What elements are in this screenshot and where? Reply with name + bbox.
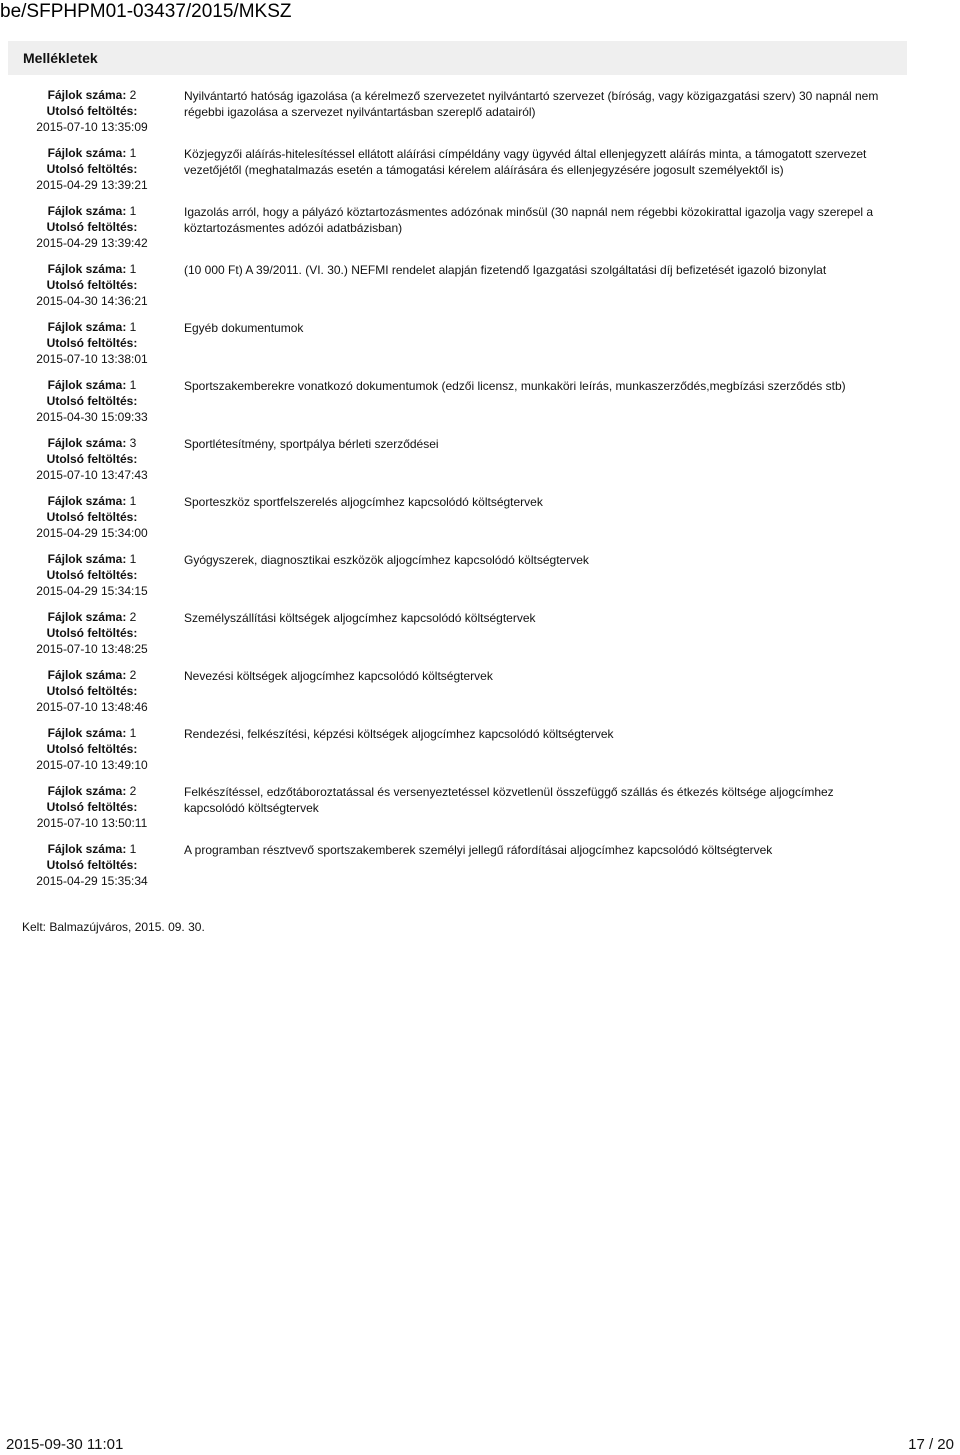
last-upload-label: Utolsó feltöltés: bbox=[46, 220, 138, 234]
attachment-meta bbox=[0, 377, 184, 425]
last-upload-date: 2015-04-29 15:34:15 bbox=[36, 584, 148, 598]
attachment-row bbox=[0, 608, 960, 666]
last-upload-date: 2015-07-10 13:35:09 bbox=[36, 120, 148, 134]
file-count: 3 bbox=[129, 436, 137, 450]
attachment-meta bbox=[0, 203, 184, 251]
attachments-list bbox=[0, 86, 960, 898]
file-count: 1 bbox=[129, 204, 137, 218]
attachment-description: Sporteszköz sportfelszerelés aljogcímhez kapcsolódó költségtervek bbox=[184, 495, 543, 509]
file-count: 2 bbox=[129, 88, 137, 102]
file-count-label: Fájlok száma: bbox=[47, 378, 127, 392]
last-upload-date: 2015-07-10 13:48:25 bbox=[36, 642, 148, 656]
attachment-meta bbox=[0, 145, 184, 193]
file-count-label: Fájlok száma: bbox=[47, 494, 127, 508]
file-count: 1 bbox=[129, 262, 137, 276]
attachment-description: A programban résztvevő sportszakemberek személyi jellegű ráfordításai aljogcímhez kapcsolódó költségtervek bbox=[184, 843, 773, 857]
last-upload-date: 2015-07-10 13:50:11 bbox=[36, 816, 148, 830]
file-count-label: Fájlok száma: bbox=[47, 320, 127, 334]
file-count-label: Fájlok száma: bbox=[47, 552, 127, 566]
file-count-label: Fájlok száma: bbox=[47, 88, 127, 102]
attachment-row bbox=[0, 492, 960, 550]
file-count: 1 bbox=[129, 726, 137, 740]
last-upload-label: Utolsó feltöltés: bbox=[46, 452, 138, 466]
last-upload-label: Utolsó feltöltés: bbox=[46, 800, 138, 814]
file-count-label: Fájlok száma: bbox=[47, 668, 127, 682]
last-upload-date: 2015-04-29 13:39:21 bbox=[36, 178, 148, 192]
attachment-row bbox=[0, 782, 960, 840]
attachment-row bbox=[0, 376, 960, 434]
last-upload-label: Utolsó feltöltés: bbox=[46, 336, 138, 350]
file-count: 1 bbox=[129, 146, 137, 160]
last-upload-date: 2015-07-10 13:38:01 bbox=[36, 352, 148, 366]
attachment-meta bbox=[0, 725, 184, 773]
file-count: 2 bbox=[129, 668, 137, 682]
file-count-label: Fájlok száma: bbox=[47, 726, 127, 740]
attachment-row bbox=[0, 260, 960, 318]
attachment-meta bbox=[0, 551, 184, 599]
last-upload-label: Utolsó feltöltés: bbox=[46, 626, 138, 640]
attachment-description: Sportszakemberekre vonatkozó dokumentumok (edzői licensz, munkaköri leírás, munkaszerződés,megbízási szerződés stb) bbox=[184, 379, 846, 393]
attachment-row bbox=[0, 434, 960, 492]
attachment-row bbox=[0, 202, 960, 260]
attachment-description: Nyilvántartó hatóság igazolása (a kérelmező szervezetet nyilvántartó szervezet (bíróság, vagy közigazgatási szerv) 30 napnál nem régebbi igazolása a szervezet nyilvántartásban szereplő adatairól) bbox=[184, 89, 879, 119]
attachment-row bbox=[0, 318, 960, 376]
attachment-row bbox=[0, 724, 960, 782]
attachment-description: Egyéb dokumentumok bbox=[184, 321, 304, 335]
footer-timestamp: 2015-09-30 11:01 bbox=[6, 1436, 124, 1453]
attachment-row bbox=[0, 840, 960, 898]
last-upload-label: Utolsó feltöltés: bbox=[46, 684, 138, 698]
attachment-description: Nevezési költségek aljogcímhez kapcsolódó költségtervek bbox=[184, 669, 493, 683]
attachment-description: (10 000 Ft) A 39/2011. (VI. 30.) NEFMI rendelet alapján fizetendő Igazgatási szolgáltatási díj befizetését igazoló bizonylat bbox=[184, 263, 827, 277]
attachment-description: Gyógyszerek, diagnosztikai eszközök aljogcímhez kapcsolódó költségtervek bbox=[184, 553, 589, 567]
file-count: 1 bbox=[129, 842, 137, 856]
last-upload-date: 2015-07-10 13:48:46 bbox=[36, 700, 148, 714]
file-count: 1 bbox=[129, 494, 137, 508]
attachment-description: Rendezési, felkészítési, képzési költségek aljogcímhez kapcsolódó költségtervek bbox=[184, 727, 614, 741]
attachment-meta bbox=[0, 435, 184, 483]
section-header: Mellékletek bbox=[8, 41, 907, 75]
attachment-row bbox=[0, 86, 960, 144]
last-upload-date: 2015-04-30 15:09:33 bbox=[36, 410, 148, 424]
page-number: 17 / 20 bbox=[908, 1436, 954, 1453]
file-count-label: Fájlok száma: bbox=[47, 610, 127, 624]
document-id: be/SFPHPM01-03437/2015/MKSZ bbox=[0, 1, 292, 22]
file-count: 1 bbox=[129, 552, 137, 566]
last-upload-date: 2015-04-29 13:39:42 bbox=[36, 236, 148, 250]
last-upload-date: 2015-04-29 15:35:34 bbox=[36, 874, 148, 888]
attachment-meta bbox=[0, 87, 184, 135]
attachment-meta bbox=[0, 319, 184, 367]
attachment-meta bbox=[0, 667, 184, 715]
attachment-meta bbox=[0, 841, 184, 889]
file-count: 1 bbox=[129, 378, 137, 392]
last-upload-label: Utolsó feltöltés: bbox=[46, 742, 138, 756]
attachment-meta bbox=[0, 609, 184, 657]
file-count-label: Fájlok száma: bbox=[47, 436, 127, 450]
last-upload-label: Utolsó feltöltés: bbox=[46, 394, 138, 408]
attachment-row bbox=[0, 666, 960, 724]
last-upload-date: 2015-04-30 14:36:21 bbox=[36, 294, 148, 308]
last-upload-label: Utolsó feltöltés: bbox=[46, 104, 138, 118]
file-count-label: Fájlok száma: bbox=[47, 842, 127, 856]
last-upload-date: 2015-07-10 13:49:10 bbox=[36, 758, 148, 772]
file-count: 2 bbox=[129, 784, 137, 798]
attachment-description: Személyszállítási költségek aljogcímhez kapcsolódó költségtervek bbox=[184, 611, 536, 625]
attachment-row bbox=[0, 144, 960, 202]
file-count: 2 bbox=[129, 610, 137, 624]
last-upload-label: Utolsó feltöltés: bbox=[46, 568, 138, 582]
last-upload-date: 2015-04-29 15:34:00 bbox=[36, 526, 148, 540]
file-count-label: Fájlok száma: bbox=[47, 146, 127, 160]
file-count-label: Fájlok száma: bbox=[47, 262, 127, 276]
attachment-meta bbox=[0, 783, 184, 831]
attachment-meta bbox=[0, 493, 184, 541]
last-upload-label: Utolsó feltöltés: bbox=[46, 510, 138, 524]
attachment-description: Közjegyzői aláírás-hitelesítéssel ellátott aláírási címpéldány vagy ügyvéd által ellenjegyzett aláírás minta, a támogatott szervezet vezetőjétől (meghatalmazás esetén a támogatási kérelem aláírására és ellenjegyzésére jogosult személyektől is) bbox=[184, 147, 867, 177]
attachment-row bbox=[0, 550, 960, 608]
file-count-label: Fájlok száma: bbox=[47, 204, 127, 218]
attachment-meta bbox=[0, 261, 184, 309]
last-upload-label: Utolsó feltöltés: bbox=[46, 858, 138, 872]
last-upload-label: Utolsó feltöltés: bbox=[46, 278, 138, 292]
last-upload-label: Utolsó feltöltés: bbox=[46, 162, 138, 176]
attachment-description: Felkészítéssel, edzőtáboroztatással és versenyeztetéssel közvetlenül összefüggő szállás és étkezés költsége aljogcímhez kapcsolódó költségtervek bbox=[184, 785, 834, 815]
file-count-label: Fájlok száma: bbox=[47, 784, 127, 798]
file-count: 1 bbox=[129, 320, 137, 334]
last-upload-date: 2015-07-10 13:47:43 bbox=[36, 468, 148, 482]
attachment-description: Igazolás arról, hogy a pályázó köztartozásmentes adózónak minősül (30 napnál nem régebbi közokirattal igazolja vagy szerepel a köztartozásmentes adózói adatbázisban) bbox=[184, 205, 874, 235]
signing-place-date: Kelt: Balmazújváros, 2015. 09. 30. bbox=[22, 920, 205, 934]
attachment-description: Sportlétesítmény, sportpálya bérleti szerződései bbox=[184, 437, 439, 451]
